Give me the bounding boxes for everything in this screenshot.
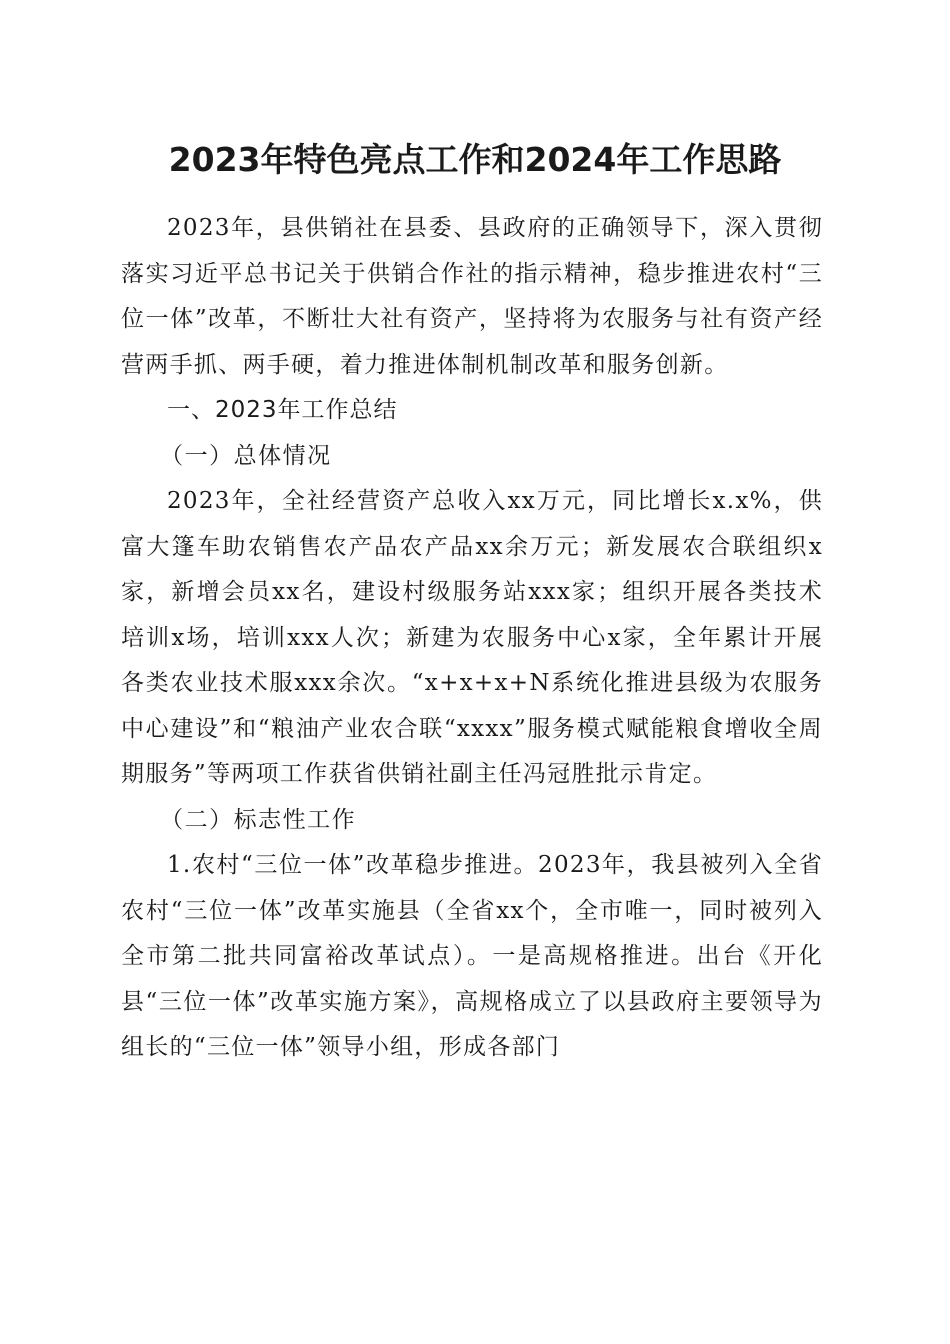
overall-paragraph: 2023年，全社经营资产总收入xx万元，同比增长x.x%，供富大篷车助农销售农产品农产品xx余万元；新发展农合联组织x家，新增会员xx名，建设村级服务站xxx家；组织开展各类技术培训x场，培训xxx人次；新建为农服务中心x家，全年累计开展各类农业技术服xxx余次。“x+x+x+N系统化推进县级为农服务中心建设”和“粮油产业农合联“xxxx”服务模式赋能粮食增收全周期服务”等两项工作获省供销社副主任冯冠胜批示肯定。 bbox=[121, 488, 823, 787]
subsection-heading-overall: （一）总体情况 bbox=[160, 442, 332, 469]
item-1-paragraph: 1.农村“三位一体”改革稳步推进。2023年，我县被列入全省农村“三位一体”改革实施县（全省xx个，全市唯一，同时被列入全市第二批共同富裕改革试点）。一是高规格推进。出台《开化县“三位一体”改革实施方案》，高规格成立了以县政府主要领导为组长的“三位一体”领导小组，形成各部门 bbox=[121, 852, 823, 1060]
subsection-heading-landmark-work: （二）标志性工作 bbox=[160, 806, 357, 833]
document-title: 2023年特色亮点工作和2024年工作思路 bbox=[168, 140, 782, 179]
document-body bbox=[121, 206, 823, 1071]
section-heading-work-summary: 一、2023年工作总结 bbox=[167, 397, 398, 423]
intro-paragraph: 2023年，县供销社在县委、县政府的正确领导下，深入贯彻落实习近平总书记关于供销合作社的指示精神，稳步推进农村“三位一体”改革，不断壮大社有资产，坚持将为农服务与社有资产经营两手抓、两手硬，着力推进体制机制改革和服务创新。 bbox=[121, 215, 823, 378]
